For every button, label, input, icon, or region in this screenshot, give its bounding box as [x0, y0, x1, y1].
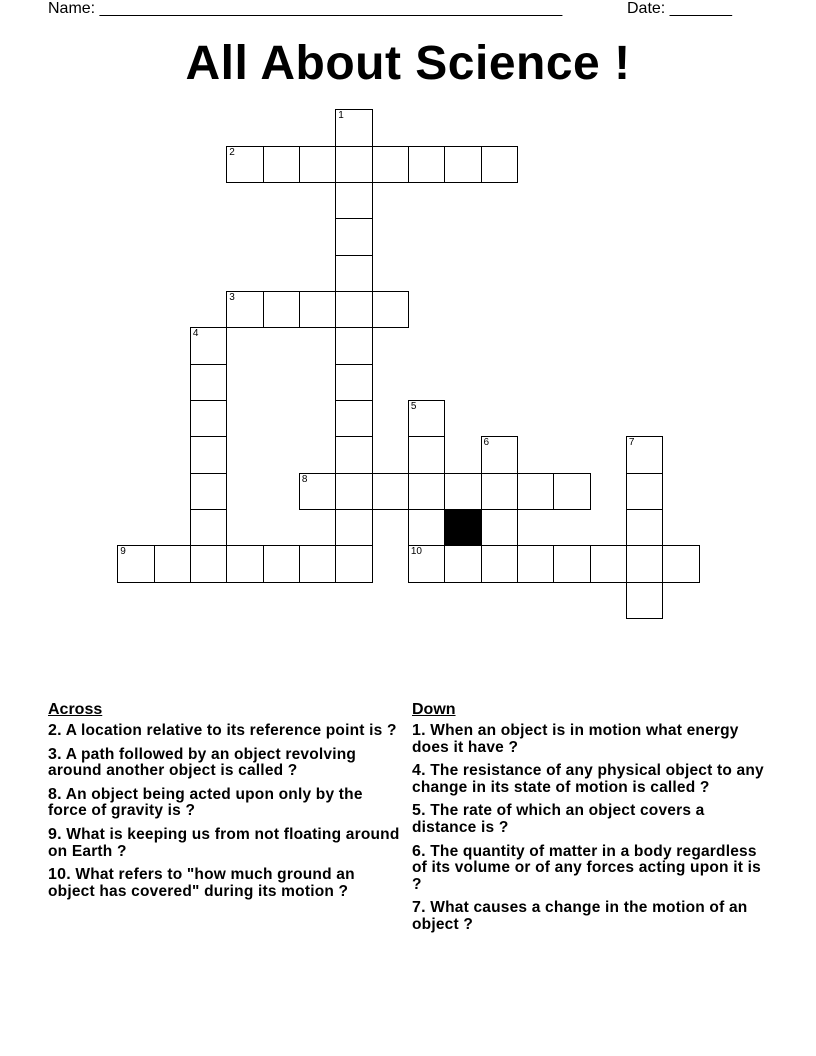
- grid-cell[interactable]: [335, 182, 373, 220]
- grid-cell[interactable]: [226, 146, 264, 184]
- grid-cell[interactable]: [226, 545, 264, 583]
- clue-text: What is keeping us from not floating around on Earth ?: [48, 825, 400, 860]
- grid-cell[interactable]: [190, 327, 228, 365]
- clue-text: What refers to "how much ground an object has covered" during its motion ?: [48, 866, 355, 900]
- date-field-label: Date: _______: [627, 0, 732, 17]
- grid-cell[interactable]: [444, 473, 482, 511]
- grid-cell[interactable]: [626, 582, 664, 620]
- cell-number: 10: [410, 546, 422, 558]
- grid-cell[interactable]: [335, 473, 373, 511]
- cell-number: 1: [338, 110, 344, 122]
- grid-cell[interactable]: [335, 109, 373, 147]
- grid-cell[interactable]: [335, 436, 373, 474]
- across-clue: [48, 867, 404, 900]
- grid-cell[interactable]: [372, 146, 410, 184]
- down-clue: [412, 723, 768, 756]
- grid-cell[interactable]: [335, 327, 373, 365]
- grid-cell[interactable]: [190, 364, 228, 402]
- grid-cell[interactable]: [226, 291, 264, 329]
- grid-cell[interactable]: [154, 545, 192, 583]
- grid-cell[interactable]: [190, 509, 228, 547]
- across-clue: [48, 787, 404, 820]
- clue-number: 2.: [48, 722, 62, 739]
- grid-cell[interactable]: [335, 291, 373, 329]
- across-clue: [48, 827, 404, 860]
- grid-cell[interactable]: [517, 545, 555, 583]
- puzzle-title: All About Science !: [185, 37, 631, 90]
- grid-cell[interactable]: [408, 436, 446, 474]
- down-clue: [412, 803, 768, 836]
- grid-cell[interactable]: [190, 400, 228, 438]
- down-heading: Down: [412, 701, 456, 718]
- grid-block: [444, 509, 482, 547]
- cell-number: 8: [301, 473, 308, 485]
- clue-text: The resistance of any physical object to any change in its state of motion is called ?: [412, 762, 764, 796]
- grid-cell[interactable]: [117, 545, 155, 583]
- clue-number: 4.: [412, 762, 426, 780]
- clue-text: What causes a change in the motion of an object ?: [412, 899, 748, 933]
- grid-cell[interactable]: [299, 473, 337, 511]
- across-clue: [48, 747, 404, 780]
- clue-text: An object being acted upon only by the force of gravity is ?: [48, 785, 363, 820]
- down-clue: [412, 900, 768, 933]
- across-clues: [48, 701, 404, 907]
- grid-cell[interactable]: [626, 473, 664, 511]
- grid-cell[interactable]: [481, 509, 519, 547]
- cell-number: 3: [229, 291, 235, 303]
- grid-cell[interactable]: [263, 545, 301, 583]
- grid-cell[interactable]: [372, 291, 410, 329]
- grid-cell[interactable]: [517, 473, 555, 511]
- grid-cell[interactable]: [481, 473, 519, 511]
- grid-cell[interactable]: [626, 509, 664, 547]
- clue-number: 10.: [48, 866, 71, 884]
- grid-cell[interactable]: [335, 218, 373, 256]
- grid-cell[interactable]: [408, 400, 446, 438]
- grid-cell[interactable]: [335, 509, 373, 547]
- grid-cell[interactable]: [335, 545, 373, 583]
- cell-number: 5: [410, 400, 417, 412]
- across-clue: [48, 723, 404, 740]
- clue-text: When an object is in motion what energy does it have ?: [412, 722, 739, 756]
- clue-text: The rate of which an object covers a distance is ?: [412, 802, 705, 836]
- cell-number: 6: [483, 437, 490, 449]
- grid-cell[interactable]: [190, 473, 228, 511]
- grid-cell[interactable]: [626, 545, 664, 583]
- grid-cell[interactable]: [662, 545, 700, 583]
- grid-cell[interactable]: [408, 509, 446, 547]
- grid-cell[interactable]: [299, 545, 337, 583]
- grid-cell[interactable]: [299, 146, 337, 184]
- clue-number: 7.: [412, 899, 426, 917]
- grid-cell[interactable]: [626, 436, 664, 474]
- cell-number: 9: [120, 546, 126, 558]
- grid-cell[interactable]: [335, 255, 373, 293]
- down-clue: [412, 844, 768, 894]
- grid-cell[interactable]: [481, 436, 519, 474]
- grid-cell[interactable]: [481, 146, 519, 184]
- grid-cell[interactable]: [263, 291, 301, 329]
- clue-text: A path followed by an object revolving around another object is called ?: [48, 745, 357, 780]
- grid-cell[interactable]: [263, 146, 301, 184]
- down-clues: [412, 701, 768, 941]
- cell-number: 7: [628, 437, 635, 449]
- clue-number: 8.: [48, 785, 62, 803]
- clue-number: 5.: [412, 802, 426, 820]
- cell-number: 2: [229, 146, 235, 158]
- clue-text: A location relative to its reference point is ?: [65, 722, 397, 739]
- grid-cell[interactable]: [553, 473, 591, 511]
- clue-number: 9.: [48, 825, 62, 843]
- across-heading: Across: [48, 701, 103, 718]
- cell-number: 4: [192, 328, 199, 340]
- grid-cell[interactable]: [372, 473, 410, 511]
- clue-number: 3.: [48, 745, 62, 763]
- grid-cell[interactable]: [553, 545, 591, 583]
- grid-cell[interactable]: [481, 545, 519, 583]
- grid-cell[interactable]: [299, 291, 337, 329]
- clue-number: 1.: [412, 722, 426, 739]
- grid-cell[interactable]: [444, 146, 482, 184]
- grid-cell[interactable]: [408, 545, 446, 583]
- grid-cell[interactable]: [408, 473, 446, 511]
- grid-cell[interactable]: [335, 364, 373, 402]
- grid-cell[interactable]: [335, 146, 373, 184]
- grid-cell[interactable]: [190, 545, 228, 583]
- clue-number: 6.: [412, 842, 426, 860]
- grid-cell[interactable]: [590, 545, 628, 583]
- clue-text: The quantity of matter in a body regardless of its volume or of any forces acting upon it is ?: [412, 842, 761, 893]
- down-clue: [412, 763, 768, 796]
- grid-cell[interactable]: [408, 146, 446, 184]
- grid-cell[interactable]: [335, 400, 373, 438]
- name-field-label: Name: ____________________________________________________: [48, 0, 563, 17]
- grid-cell[interactable]: [190, 436, 228, 474]
- grid-cell[interactable]: [444, 545, 482, 583]
